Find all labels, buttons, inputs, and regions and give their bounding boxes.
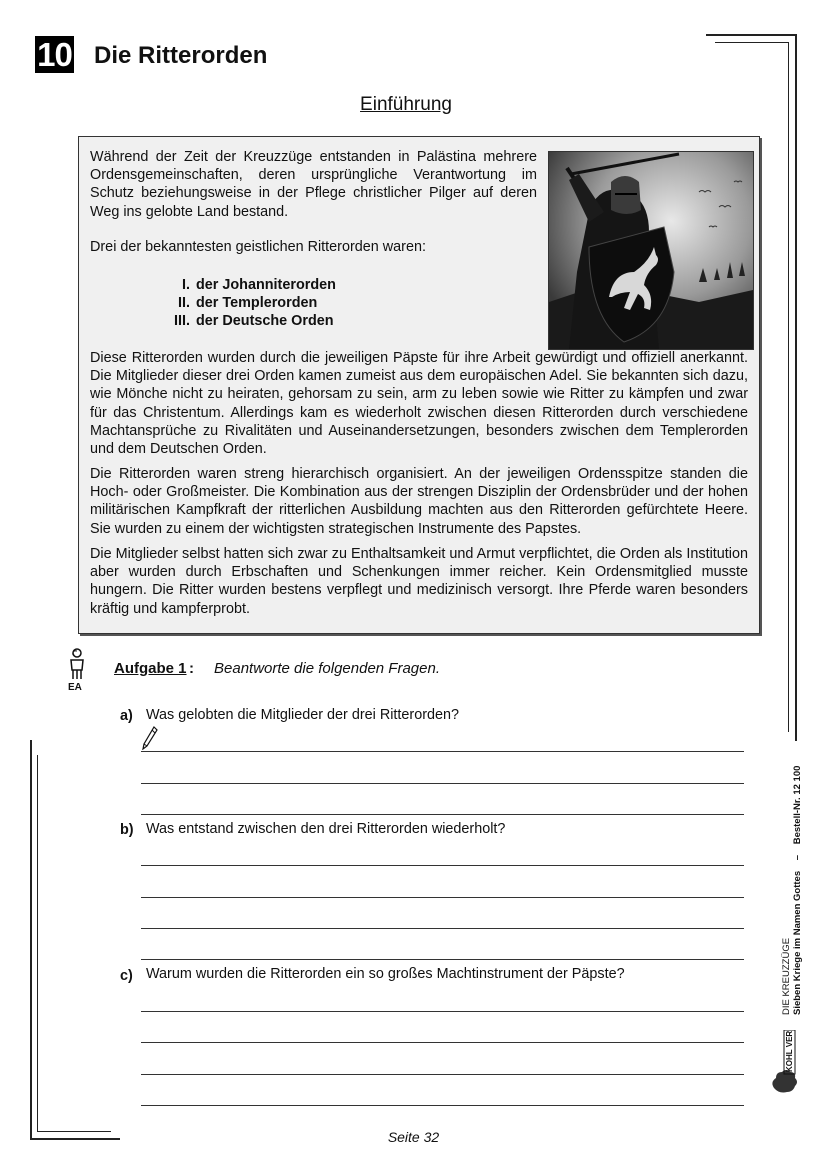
side-subtitle-line <box>792 766 803 1015</box>
answer-line[interactable] <box>141 1074 744 1075</box>
order-number: III. <box>174 313 190 330</box>
intro-paragraph-5: Die Mitglieder selbst hatten sich zwar zu Enthaltsamkeit und Armut verpflichtet, die Orden als Institution aber wurden durch Erbschaften und Schenkungen immer reicher. Kein Ordensmitglied musste hungern. Die Ritter wurden bestens verpflegt und medizinisch versorgt. Ihre Pferde waren besonders kräftig und kampferprobt. <box>90 546 748 617</box>
question-a-letter: a) <box>120 708 133 724</box>
order-name: der Johanniterorden <box>196 277 336 293</box>
knight-illustration <box>549 152 753 349</box>
question-a-text: Was gelobten die Mitglieder der drei Ritterorden? <box>146 707 460 723</box>
answer-line[interactable] <box>141 897 744 898</box>
order-name: der Templerorden <box>196 295 318 312</box>
answer-line[interactable] <box>141 1011 744 1012</box>
question-b-letter: b) <box>120 822 134 838</box>
question-b-text: Was entstand zwischen den drei Ritterorden wiederholt? <box>146 821 506 837</box>
frame-left-line <box>30 740 32 1140</box>
knight-photo <box>548 151 754 350</box>
order-name: der Deutsche Orden <box>196 313 334 330</box>
side-subtitle: Sieben Kriege im Namen Gottes <box>792 870 803 1015</box>
frame-top-line-inner <box>715 42 789 43</box>
side-book-title <box>781 766 792 1015</box>
task-label-text: Aufgabe 1 <box>114 660 187 677</box>
page-number: Seite 32 <box>387 1129 440 1145</box>
publisher-name: KOHL VERLAG <box>785 1030 794 1072</box>
student-figure-icon <box>66 648 88 685</box>
frame-left-line-inner <box>37 755 38 1132</box>
answer-line[interactable] <box>141 928 744 929</box>
question-c-text: Warum wurden die Ritterorden ein so großes Machtinstrument der Päpste? <box>146 966 625 982</box>
task-instruction: Beantworte die folgenden Fragen. <box>214 660 440 677</box>
answer-line[interactable] <box>141 959 744 960</box>
list-item <box>140 312 336 330</box>
intro-heading: Einführung <box>360 94 452 115</box>
publisher-logo <box>770 1030 800 1101</box>
frame-right-line <box>795 34 797 741</box>
answer-line[interactable] <box>141 783 744 784</box>
question-c-letter: c) <box>120 968 133 984</box>
order-number: II. <box>178 295 190 312</box>
orders-list <box>140 276 336 331</box>
intro-paragraph-2: Drei der bekanntesten geistlichen Ritterorden waren: <box>90 239 426 255</box>
task-colon: : <box>189 660 194 677</box>
side-separator: – <box>792 854 803 861</box>
answer-line[interactable] <box>141 814 744 815</box>
side-order-number: Bestell-Nr. 12 100 <box>792 765 803 845</box>
order-number: I. <box>182 277 190 293</box>
list-item <box>140 276 336 294</box>
frame-top-line <box>706 34 796 36</box>
intro-paragraph-3: Diese Ritterorden wurden durch die jeweiligen Päpste für ihre Arbeit gewürdigt und offiziell anerkannt. Die Mitglieder dieser drei Orden kamen zumeist aus dem europäischen Adel. Sie bekannten sich dazu, wie Mönche nicht zu heiraten, gehorsam zu sein, arm zu leben sowie wie Ritter zu kämpfen und zwar für das Christentum. Allerdings kam es wiederholt zwischen diesen Ritterorden durch verschiedene Machtansprüche zu Rivalitäten und Auseinandersetzungen, besonders zwischen dem Templerorden und dem Deutschen Orden. <box>90 350 748 458</box>
side-imprint <box>781 766 803 1015</box>
answer-line[interactable] <box>141 1105 744 1106</box>
frame-right-line-inner <box>788 42 789 732</box>
side-book-title-text: DIE KREUZZÜGE <box>781 937 792 1015</box>
intro-paragraph-1: Während der Zeit der Kreuzzüge entstanden in Palästina mehrere Ordensgemeinschaften, deren ursprüngliche Verantwortung im Schutz beziehungsweise in der Pflege christlicher Pilger auf deren Weg ins gelobte Land bestand. <box>90 149 537 220</box>
answer-line[interactable] <box>141 865 744 866</box>
answer-line[interactable] <box>141 1042 744 1043</box>
list-item <box>140 294 336 312</box>
task-label <box>114 660 187 677</box>
answer-line[interactable] <box>141 751 744 752</box>
chapter-number: 10 <box>35 36 74 73</box>
page-title: Die Ritterorden <box>94 42 268 69</box>
work-mode-label: EA <box>68 682 82 693</box>
intro-paragraph-4: Die Ritterorden waren streng hierarchisch organisiert. An der jeweiligen Ordensspitze standen die Hoch- oder Großmeister. Die Kombination aus der strengen Disziplin der Ordensbrüder und der hohen militärischen Kampfkraft der ritterlichen Ausbildung machten aus den Ritterorden gefürchtete Heere. Sie wurden zu einem der wichtigsten strategischen Instrumente des Papstes. <box>90 466 748 537</box>
